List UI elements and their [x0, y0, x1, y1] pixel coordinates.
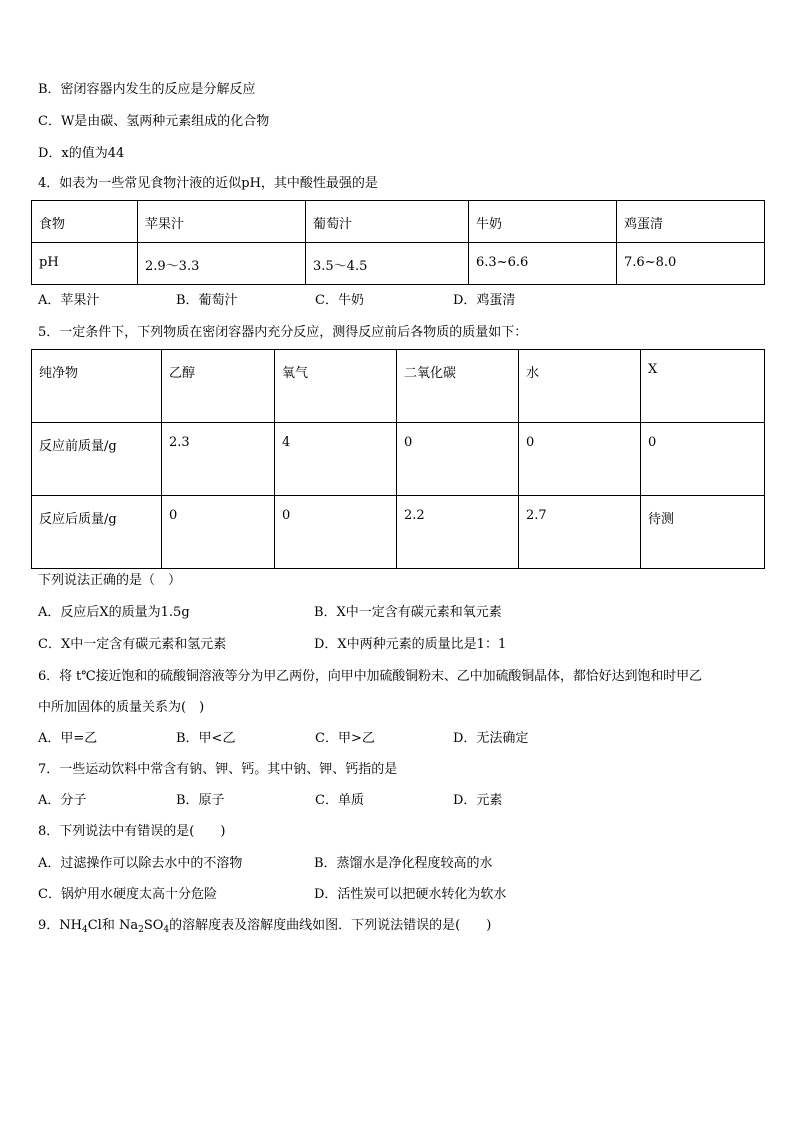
- q8-stem: 8．下列说法中有错误的是( ): [38, 824, 226, 839]
- q5-option-c: C．X中一定含有碳元素和氢元素: [38, 637, 227, 652]
- table-header-cell: X: [641, 350, 765, 423]
- q7-option-d: D．元素: [453, 793, 503, 808]
- q9-text-a: Cl和 Na: [87, 918, 139, 933]
- q4-option-a: A．苹果汁: [38, 293, 100, 308]
- q3-option-b: B．密闭容器内发生的反应是分解反应: [38, 82, 256, 97]
- table-header-cell: 牛奶: [469, 201, 617, 243]
- q3-option-c: C．W是由碳、氢两种元素组成的化合物: [38, 114, 270, 129]
- table-header-cell: 乙醇: [162, 350, 275, 423]
- q6-stem-line2: 中所加固体的质量关系为( ): [38, 700, 205, 715]
- table-cell: 6.3~6.6: [469, 243, 617, 285]
- table-row: [32, 201, 765, 243]
- table-cell: 反应后质量/g: [32, 496, 162, 569]
- q8-option-b: B．蒸馏水是净化程度较高的水: [314, 856, 493, 871]
- q6-stem-line1: 6．将 t℃接近饱和的硫酸铜溶液等分为甲乙两份，向甲中加硫酸铜粉末、乙中加硫酸铜晶体，都恰好达到饱和时甲乙: [38, 669, 702, 684]
- table-cell: 2.7: [519, 496, 641, 569]
- q8-option-d: D．活性炭可以把硬水转化为软水: [314, 887, 507, 902]
- table-header-cell: 鸡蛋清: [617, 201, 765, 243]
- ph-table: [31, 200, 765, 285]
- table-row: [32, 350, 765, 423]
- q7-stem: 7．一些运动饮料中常含有钠、钾、钙。其中钠、钾、钙指的是: [38, 762, 398, 777]
- q9-text-b: SO: [143, 918, 164, 933]
- q5-option-b: B．X中一定含有碳元素和氧元素: [314, 605, 502, 620]
- q4-option-b: B．葡萄汁: [176, 293, 238, 308]
- table-header-cell: 氧气: [275, 350, 397, 423]
- table-header-cell: 葡萄汁: [306, 201, 469, 243]
- table-cell: pH: [32, 243, 138, 285]
- subscript: 2: [138, 925, 144, 935]
- subscript: 4: [81, 925, 88, 935]
- q8-option-a: A．过滤操作可以除去水中的不溶物: [38, 856, 243, 871]
- table-header-cell: 苹果汁: [138, 201, 306, 243]
- table-cell: 2.3: [162, 423, 275, 496]
- q6-option-b: B．甲<乙: [176, 731, 236, 746]
- subscript: 4: [163, 925, 170, 935]
- table-cell: 3.5～4.5: [306, 243, 469, 285]
- table-header-cell: 水: [519, 350, 641, 423]
- table-header-cell: 纯净物: [32, 350, 162, 423]
- table-cell: 4: [275, 423, 397, 496]
- q8-option-c: C．锅炉用水硬度太高十分危险: [38, 887, 217, 902]
- q7-option-c: C．单质: [315, 793, 364, 808]
- q5-stem: 5．一定条件下，下列物质在密闭容器内充分反应，测得反应前后各物质的质量如下：: [38, 325, 528, 340]
- q6-option-a: A．甲=乙: [38, 731, 98, 746]
- q6-option-d: D．无法确定: [453, 731, 529, 746]
- table-cell: 反应前质量/g: [32, 423, 162, 496]
- q3-option-d: D．x的值为44: [38, 146, 125, 161]
- q7-option-b: B．原子: [176, 793, 225, 808]
- table-header-cell: 食物: [32, 201, 138, 243]
- reaction-mass-table: [31, 349, 765, 569]
- table-row: [32, 496, 765, 569]
- table-cell: 0: [519, 423, 641, 496]
- q4-option-d: D．鸡蛋清: [453, 293, 516, 308]
- table-cell: 2.9～3.3: [138, 243, 306, 285]
- table-cell: 0: [397, 423, 519, 496]
- q4-stem: 4．如表为一些常见食物汁液的近似pH，其中酸性最强的是: [38, 176, 378, 191]
- q5-option-d: D．X中两种元素的质量比是1：1: [314, 637, 507, 652]
- table-cell: 待测: [641, 496, 765, 569]
- q4-option-c: C．牛奶: [315, 293, 364, 308]
- table-cell: 7.6~8.0: [617, 243, 765, 285]
- table-cell: 2.2: [397, 496, 519, 569]
- q9-number-nh: 9．NH: [38, 918, 82, 933]
- q6-option-c: C．甲>乙: [315, 731, 375, 746]
- q9-text-c: 的溶解度表及溶解度曲线如图．下列说法错误的是( ): [169, 918, 492, 933]
- q9-stem: [38, 917, 491, 935]
- q5-prompt: 下列说法正确的是（ ）: [38, 573, 182, 588]
- table-row: [32, 243, 765, 285]
- table-row: [32, 423, 765, 496]
- q7-option-a: A．分子: [38, 793, 87, 808]
- q5-option-a: A．反应后X的质量为1.5g: [38, 605, 190, 620]
- table-header-cell: 二氧化碳: [397, 350, 519, 423]
- table-cell: 0: [641, 423, 765, 496]
- table-cell: 0: [162, 496, 275, 569]
- table-cell: 0: [275, 496, 397, 569]
